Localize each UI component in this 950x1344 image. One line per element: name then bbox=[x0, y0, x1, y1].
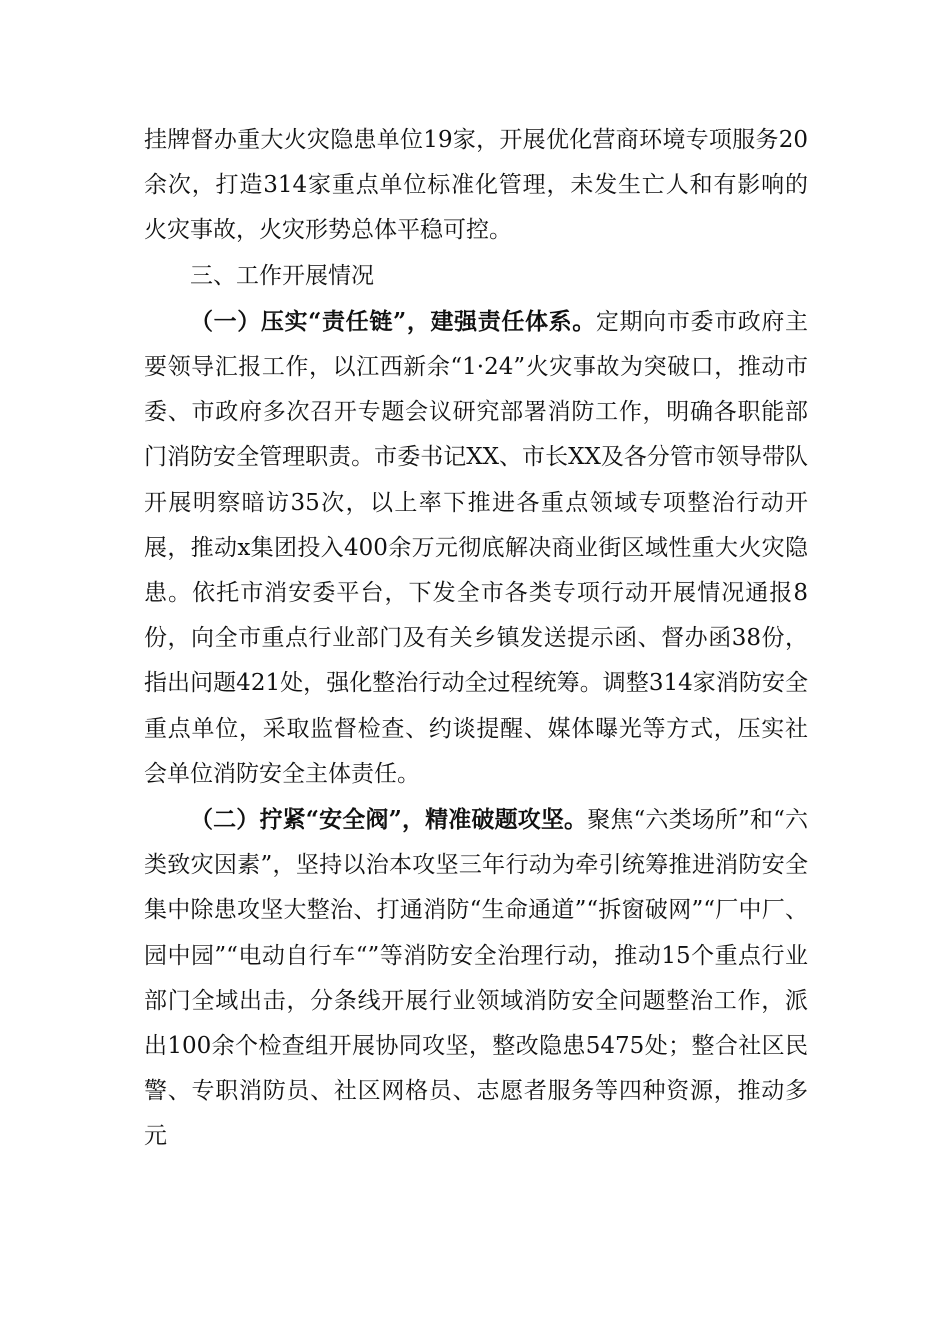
paragraph-one-lead: （一）压实“责任链”，建强责任体系。 bbox=[190, 307, 596, 335]
paragraph-two-body: 聚焦“六类场所”和“六类致灾因素”，坚持以治本攻坚三年行动为牵引统筹推进消防安全集中除患攻坚大整治、打通消防“生命通道”“拆窗破网”“厂中厂、园中园”“电动自行车“”等消防安全治理行动，推动15个重点行业部门全域出击，分条线开展行业领域消防安全问题整治工作，派出100余个检查组开展协同攻坚，整改隐患5475处；整合社区民警、专职消防员、社区网格员、志愿者服务等四种资源，推动多元 bbox=[144, 807, 808, 1150]
paragraph-one bbox=[144, 299, 808, 797]
paragraph-two-lead: （二）拧紧“安全阀”，精准破题攻坚。 bbox=[190, 806, 588, 834]
paragraph-one-body: 定期向市委市政府主要领导汇报工作，以江西新余“1·24”火灾事故为突破口，推动市委、市政府多次召开专题会议研究部署消防工作，明确各职能部门消防安全管理职责。市委书记XX、市长XX及各分管市领导带队开展明察暗访35次，以上率下推进各重点领域专项整治行动开展，推动x集团投入400余万元彻底解决商业街区域性重大火灾隐患。依托市消安委平台，下发全市各类专项行动开展情况通报8份，向全市重点行业部门及有关乡镇发送提示函、督办函38份，指出问题421处，强化整治行动全过程统筹。调整314家消防安全重点单位，采取监督检查、约谈提醒、媒体曝光等方式，压实社会单位消防安全主体责任。 bbox=[144, 308, 808, 787]
continued-paragraph: 挂牌督办重大火灾隐患单位19家，开展优化营商环境专项服务20余次，打造314家重点单位标准化管理，未发生亡人和有影响的火灾事故，火灾形势总体平稳可控。 bbox=[144, 127, 808, 244]
section-heading: 三、工作开展情况 bbox=[190, 262, 374, 289]
document-body bbox=[144, 118, 808, 1160]
paragraph-two bbox=[144, 797, 808, 1160]
